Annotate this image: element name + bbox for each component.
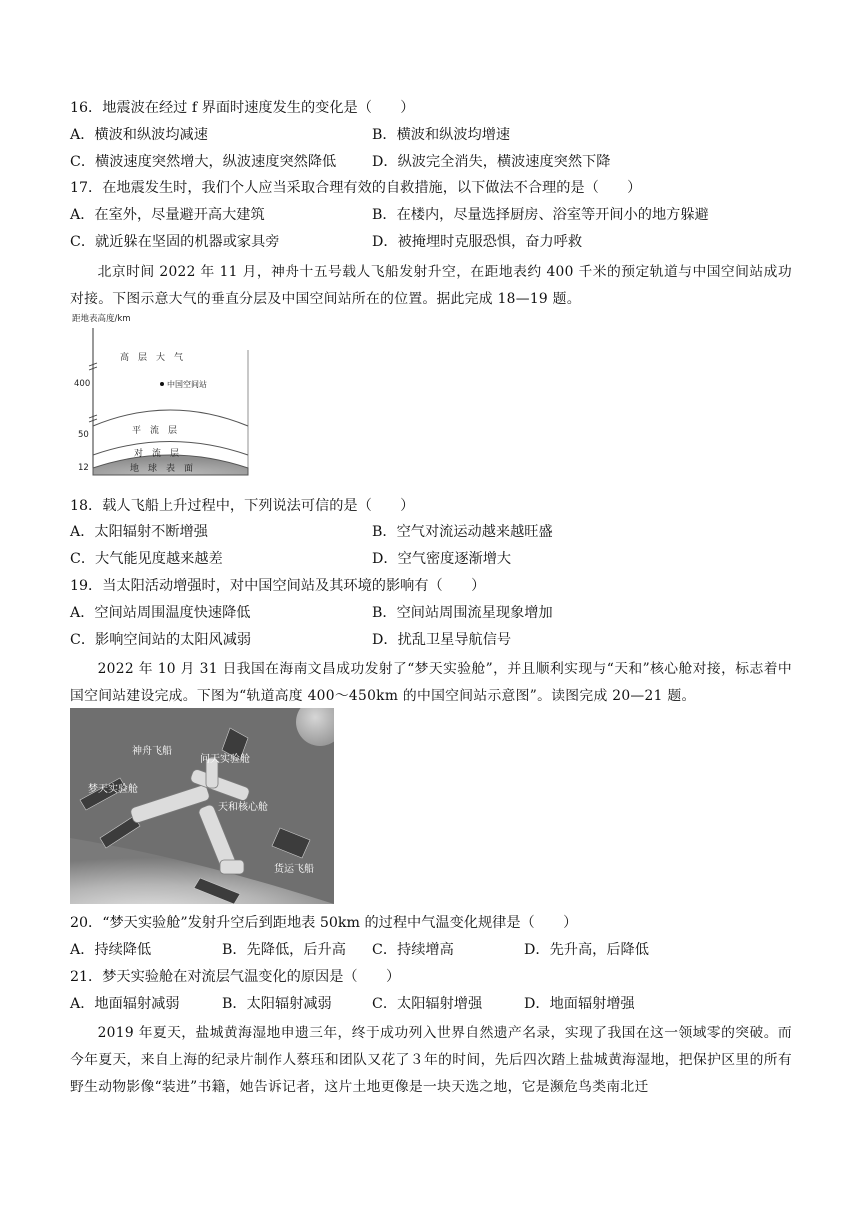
- tick-50: 50: [78, 430, 89, 440]
- label-huoyun: 货运飞船: [274, 864, 314, 875]
- q19-option-d: D．扰乱卫星导航信号: [372, 632, 512, 648]
- q17-option-c: C．就近躲在坚固的机器或家具旁: [70, 234, 280, 250]
- label-mengtian: 梦天实验舱: [88, 784, 138, 795]
- q17-option-b: B．在楼内，尽量选择厨房、浴室等开间小的地方躲避: [372, 207, 709, 223]
- q18-option-c: C．大气能见度越来越差: [70, 551, 223, 567]
- q20-option-c: C．持续增高: [372, 942, 454, 958]
- q17-stem: 17．在地震发生时，我们个人应当采取合理有效的自救措施，以下做法不合理的是（ ）: [70, 180, 642, 196]
- space-station-figure: [70, 708, 334, 904]
- q16-option-b: B．横波和纵波均增速: [372, 127, 511, 143]
- q20-stem: 20．“梦天实验舱”发射升空后到距地表 50km 的过程中气温变化规律是（ ）: [70, 915, 578, 931]
- q21-option-b: B．太阳辐射减弱: [222, 996, 332, 1012]
- atmosphere-layers-figure: [70, 310, 252, 482]
- q20-option-b: B．先降低，后升高: [222, 942, 346, 958]
- q19-stem: 19．当太阳活动增强时，对中国空间站及其环境的影响有（ ）: [70, 578, 486, 594]
- q18-stem: 18．载人飞船上升过程中，下列说法可信的是（ ）: [70, 498, 415, 514]
- q19-option-c: C．影响空间站的太阳风减弱: [70, 632, 252, 648]
- q21-option-d: D．地面辐射增强: [524, 996, 635, 1012]
- y-axis-label: 距地表高度/km: [72, 314, 131, 324]
- label-wentian: 问天实验舱: [200, 754, 250, 765]
- passage-mengtian: 2022 年 10 月 31 日我国在海南文昌成功发射了“梦天实验舱”，并且顺利实现与“天和”核心舱对接，标志着中国空间站建设完成。下图为“轨道高度 400～450km 的中国空间站示意图”。读图完成 20—21 题。: [70, 661, 792, 704]
- q16-option-c: C．横波速度突然增大，纵波速度突然降低: [70, 154, 337, 170]
- q18-option-b: B．空气对流运动越来越旺盛: [372, 524, 553, 540]
- q17-option-d: D．被掩埋时克服恐惧，奋力呼救: [372, 234, 583, 250]
- space-station-dot: [160, 382, 164, 386]
- passage-yancheng-wetland: 2019 年夏天，盐城黄海湿地申遗三年，终于成功列入世界自然遗产名录，实现了我国在这一领域零的突破。而今年夏天，来自上海的纪录片制作人蔡珏和团队又花了３年的时间，先后四次踏上盐城黄海湿地，把保护区里的所有野生动物影像“装进”书籍，她告诉记者，这片土地更像是一块天选之地，它是濒危鸟类南北迁: [70, 1025, 792, 1095]
- q16-option-a: A．横波和纵波均减速: [70, 127, 208, 143]
- q18-option-a: A．太阳辐射不断增强: [70, 524, 208, 540]
- q21-stem: 21．梦天实验舱在对流层气温变化的原因是（ ）: [70, 969, 401, 985]
- q19-option-a: A．空间站周围温度快速降低: [70, 605, 251, 621]
- label-upper-atmosphere: 高 层 大 气: [120, 353, 184, 363]
- label-tianhe: 天和核心舱: [218, 802, 268, 813]
- q16-stem: 16．地震波在经过 f 界面时速度发生的变化是（ ）: [70, 100, 415, 116]
- label-stratosphere: 平 流 层: [132, 426, 178, 436]
- q20-option-a: A．持续降低: [70, 942, 152, 958]
- passage-space-station: 北京时间 2022 年 11 月，神舟十五号载人飞船发射升空，在距地表约 400 千米的预定轨道与中国空间站成功对接。下图示意大气的垂直分层及中国空间站所在的位置。据此完成 18—19 题。: [70, 264, 792, 307]
- label-shenzhou: 神舟飞船: [132, 746, 172, 757]
- label-space-station: 中国空间站: [167, 380, 207, 389]
- tick-400: 400: [74, 379, 91, 389]
- tick-12: 12: [78, 463, 89, 473]
- label-troposphere: 对 流 层: [134, 449, 180, 459]
- q20-option-d: D．先升高，后降低: [524, 942, 649, 958]
- q19-option-b: B．空间站周围流星现象增加: [372, 605, 553, 621]
- q21-option-a: A．地面辐射减弱: [70, 996, 180, 1012]
- q17-option-a: A．在室外，尽量避开高大建筑: [70, 207, 265, 223]
- q18-option-d: D．空气密度逐渐增大: [372, 551, 512, 567]
- label-earth-surface: 地 球 表 面: [130, 464, 194, 474]
- q21-option-c: C．太阳辐射增强: [372, 996, 483, 1012]
- stratopause-curve: [93, 410, 248, 426]
- q16-option-d: D．纵波完全消失，横波速度突然下降: [372, 154, 611, 170]
